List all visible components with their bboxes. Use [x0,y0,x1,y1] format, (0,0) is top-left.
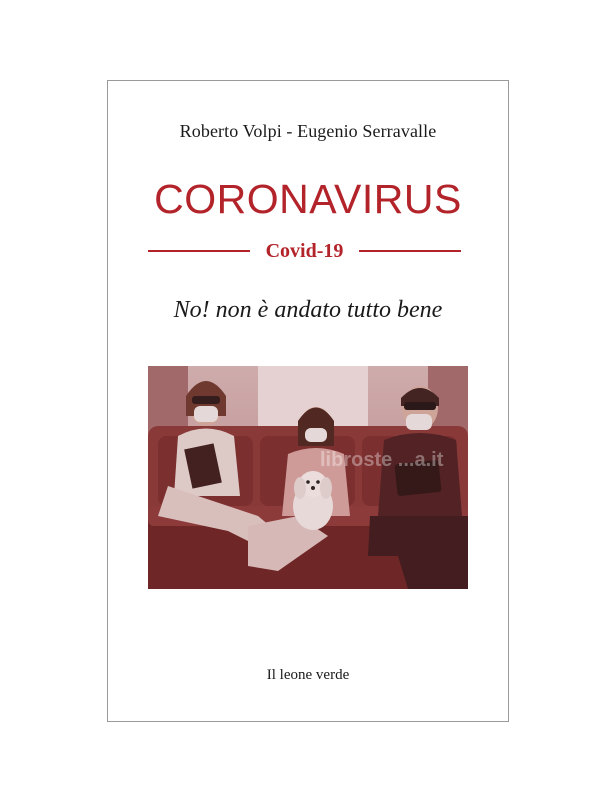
book-title: CORONAVIRUS [154,176,462,222]
watermark: libroste ...a.it [320,449,444,471]
family-on-couch-image [148,366,468,589]
authors: Roberto Volpi - Eugenio Serravalle [179,121,437,141]
left-rule [148,250,250,252]
subtitle-row [148,239,461,263]
tagline: No! non è andato tutto bene [173,297,443,323]
book-subtitle: Covid-19 [265,239,344,262]
right-rule [359,250,461,252]
cover-photo [148,366,468,589]
publisher: Il leone verde [266,667,350,683]
book-cover [107,80,509,722]
